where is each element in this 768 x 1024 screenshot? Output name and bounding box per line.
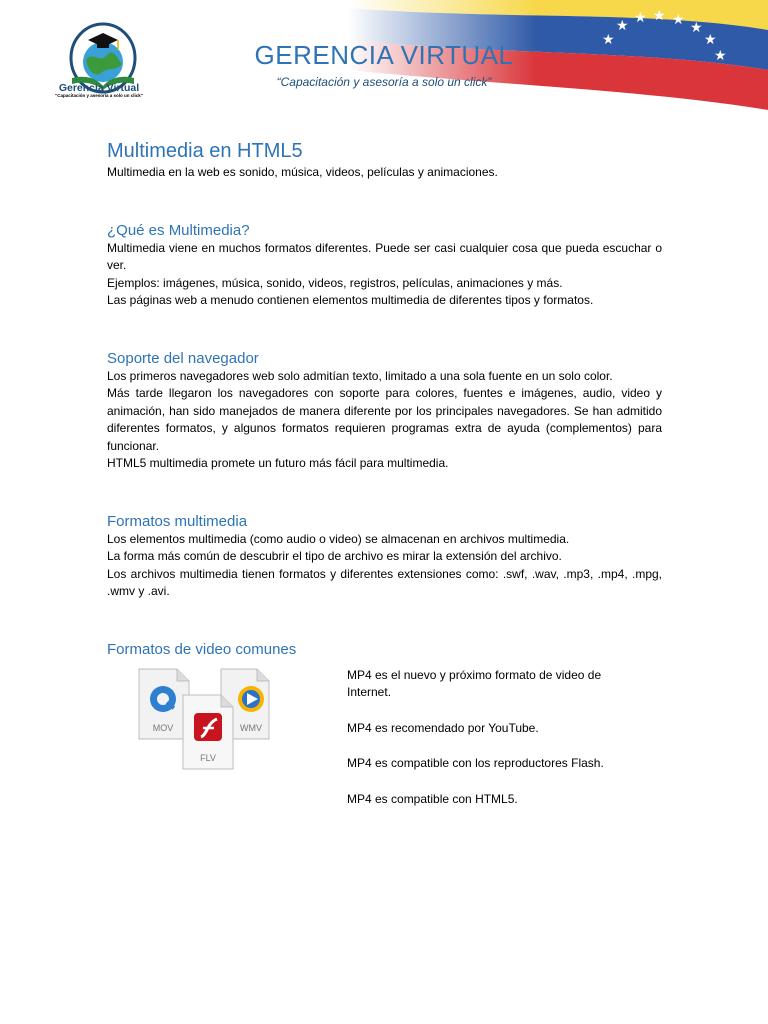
paragraph: MP4 es el nuevo y próximo formato de video de Internet. [347,667,602,699]
mov-label: MOV [152,722,174,733]
svg-text:★: ★ [672,12,685,28]
brand-title: GERENCIA VIRTUAL [254,40,514,70]
paragraph: Los primeros navegadores web solo admitían texto, limitado a una sola fuente en un solo color. [107,368,613,383]
brand-tagline: “Capacitación y asesoría a solo un click” [276,75,492,89]
svg-text:★: ★ [690,20,703,36]
flv-file-icon [183,695,233,769]
logo-name: Gerencia Virtual [58,82,140,94]
section-heading: Soporte del navegador [107,349,259,367]
paragraph: HTML5 multimedia promete un futuro más fácil para multimedia. [107,456,449,470]
paragraph: Los archivos multimedia tienen formatos y diferentes extensiones como: .swf, .wav, .mp3, .mp4, .mpg, .wmv y .avi. [107,566,662,598]
paragraph: Las páginas web a menudo contienen elementos multimedia de diferentes tipos y formatos. [107,293,594,307]
svg-text:★: ★ [616,18,629,34]
section-heading: ¿Qué es Multimedia? [107,221,250,239]
paragraph: MP4 es compatible con HTML5. [347,791,518,806]
intro-paragraph: Multimedia en la web es sonido, música, videos, películas y animaciones. [107,165,498,179]
flv-label: FLV [200,752,216,763]
svg-text:★: ★ [704,32,717,48]
logo-tagline: "Capacitación y asesoría a solo un click" [55,93,143,98]
paragraph: Ejemplos: imágenes, música, sonido, videos, registros, películas, animaciones y más. [107,275,563,290]
section-heading: Formatos multimedia [107,512,248,530]
svg-text:★: ★ [634,10,647,26]
video-notes [347,667,647,809]
paragraph: La forma más común de descubrir el tipo de archivo es mirar la extensión del archivo. [107,549,562,563]
section-formatos-video [107,641,662,805]
video-format-icons [137,665,272,775]
section-soporte-navegador [107,350,662,473]
section-heading: Formatos de video comunes [107,640,297,658]
paragraph: Los elementos multimedia (como audio o video) se almacenan en archivos multimedia. [107,531,570,546]
section-formatos-multimedia [107,513,662,601]
wmv-label: WMV [240,722,262,733]
page-title: Multimedia en HTML5 [107,140,303,162]
svg-text:★: ★ [653,8,666,24]
paragraph: MP4 es compatible con los reproductores Flash. [347,756,604,770]
paragraph: Multimedia viene en muchos formatos diferentes. Puede ser casi cualquier cosa que pueda escuchar o ver. [107,240,662,272]
svg-text:★: ★ [714,48,727,64]
paragraph: MP4 es recomendado por YouTube. [347,720,539,735]
paragraph: Más tarde llegaron los navegadores con soporte para colores, fuentes e imágenes, audio, video y animación, han sido manejados de manera diferente por los principales navegadores. Se han admitido diferentes formatos, y algunos formatos requieren programas extra de ayuda (complementos) para funcionar. [107,386,662,453]
document-body [107,140,662,805]
svg-text:★: ★ [602,32,615,48]
mov-file-icon [139,669,189,739]
section-que-es-multimedia [107,222,662,310]
